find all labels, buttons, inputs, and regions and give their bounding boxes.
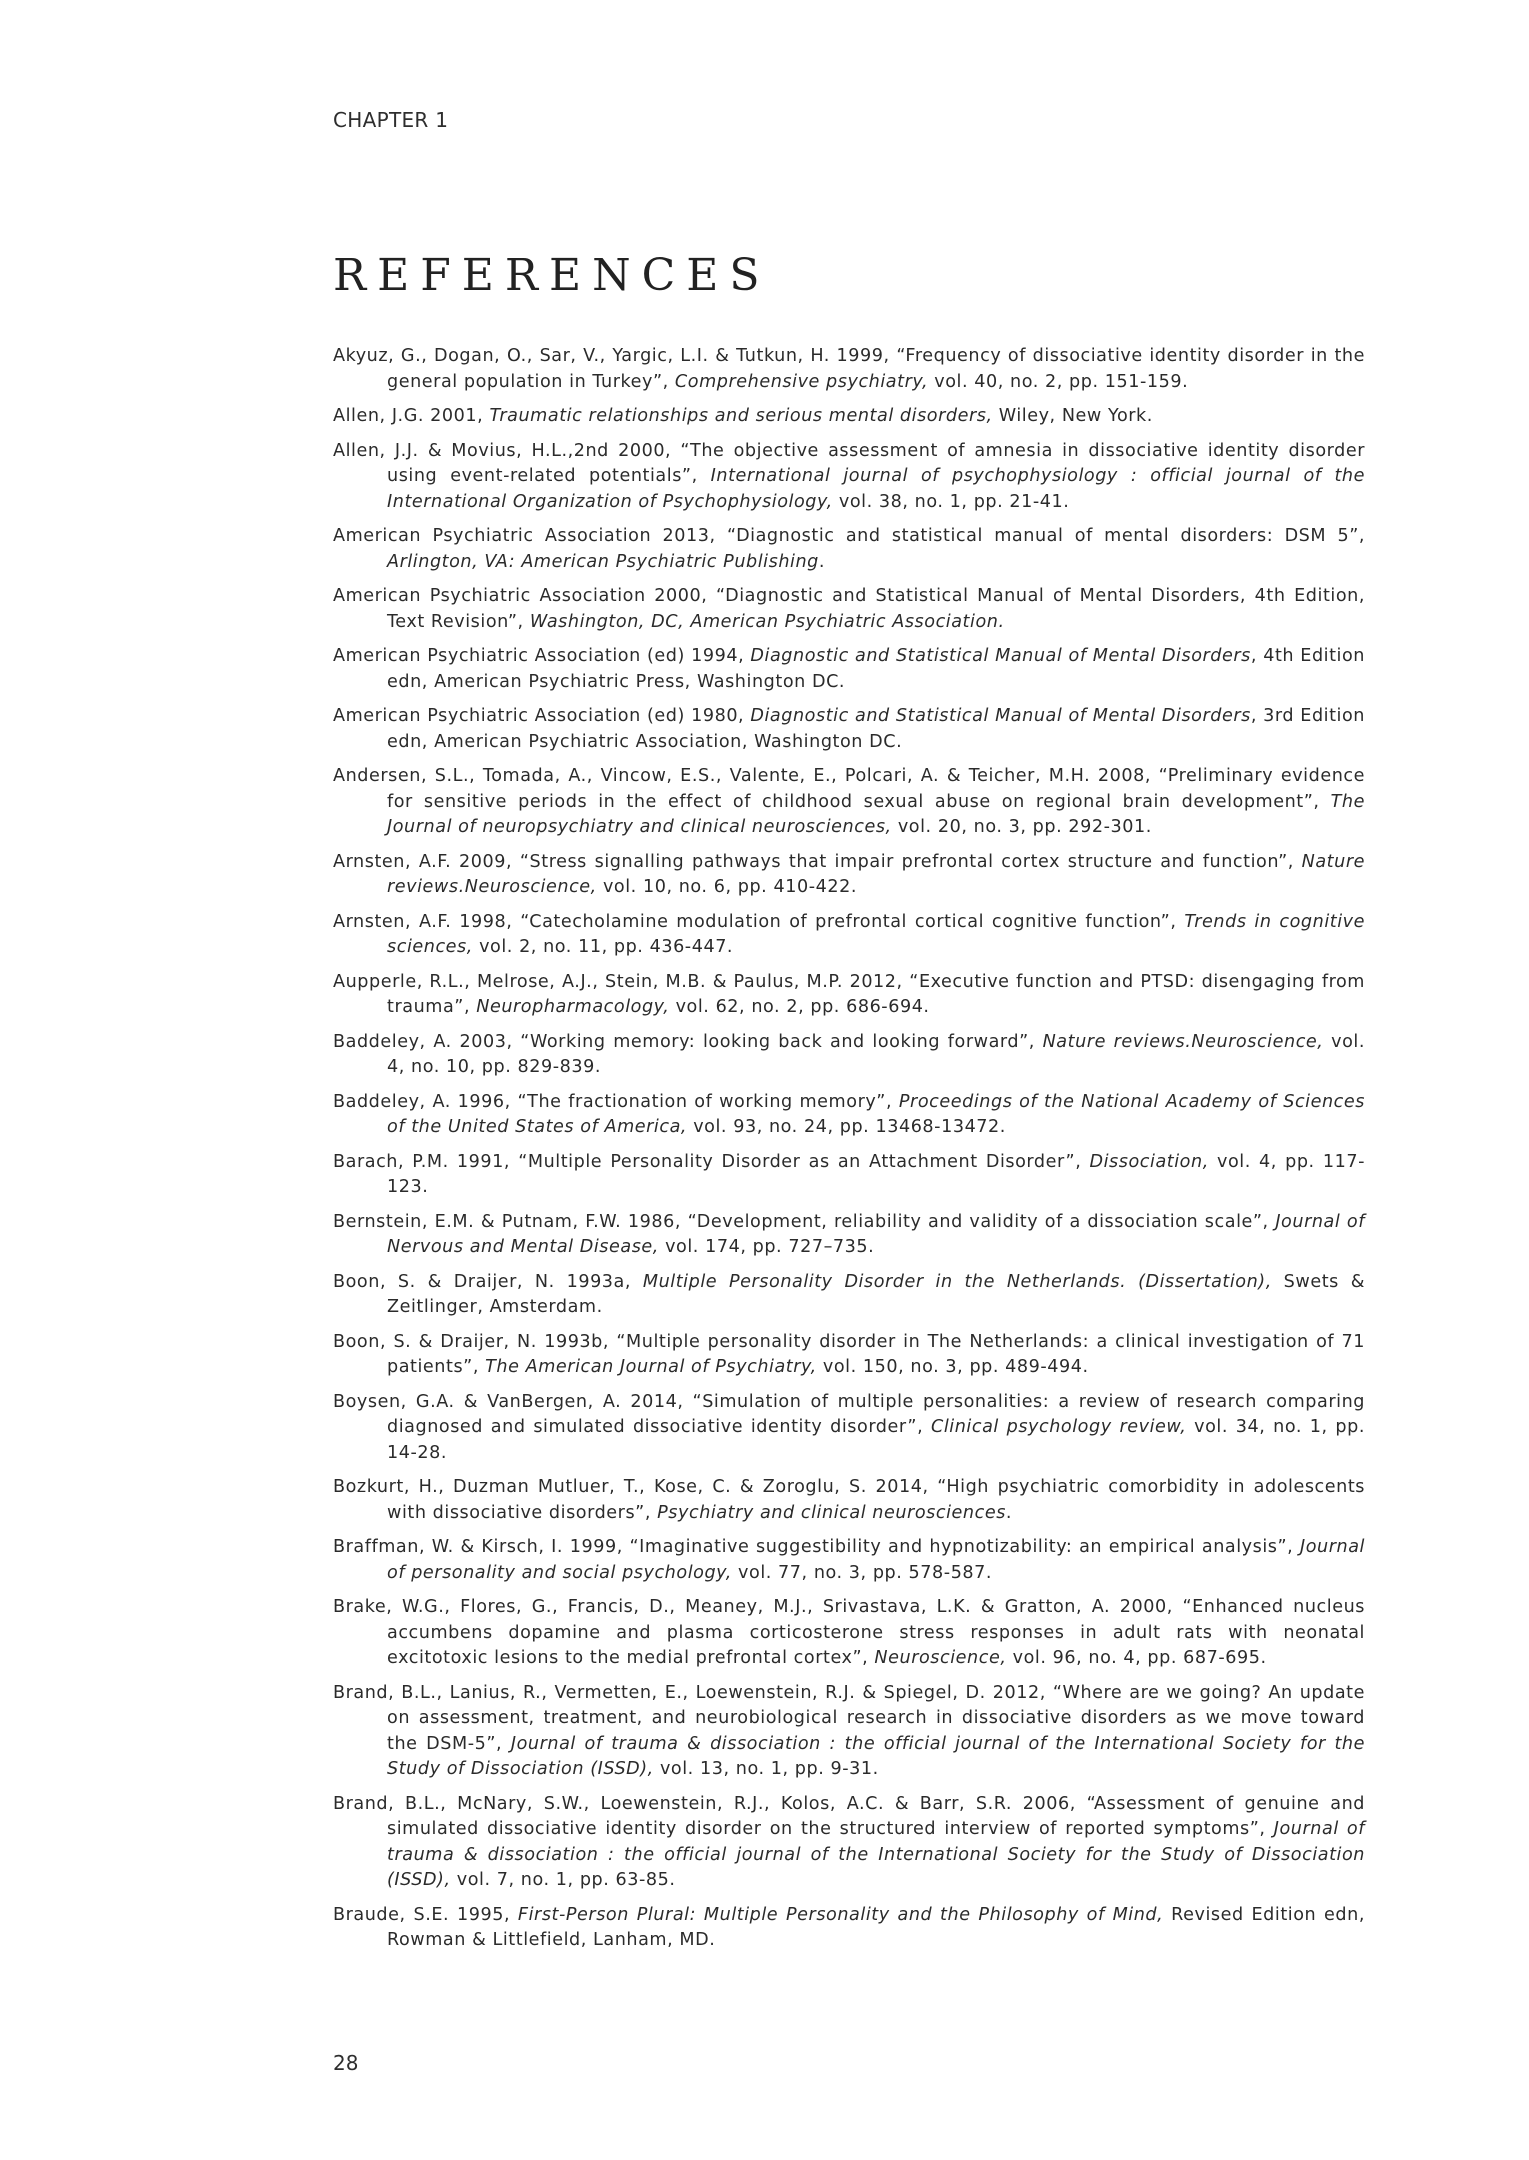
reference-andersen-2008: Andersen, S.L., Tomada, A., Vincow, E.S., Valente, E., Polcari, A. & Teicher, M.H. 2008, “Preliminary evidence for sensitive periods in the effect of childhood sexual abuse on regional brain development”, The Journal of neuropsychiatry and clinical neurosciences, vol. 20, no. 3, pp. 292-301. [333,766,1365,837]
reference-apa-1980: American Psychiatric Association (ed) 1980, Diagnostic and Statistical Manual of Mental Disorders, 3rd Edition edn, American Psychiatric Association, Washington DC. [333,706,1366,752]
reference-apa-1994: American Psychiatric Association (ed) 1994, Diagnostic and Statistical Manual of Mental Disorders, 4th Edition edn, American Psychiatric Press, Washington DC. [333,646,1366,692]
reference-akyuz-1999: Akyuz, G., Dogan, O., Sar, V., Yargic, L.I. & Tutkun, H. 1999, “Frequency of dissociative identity disorder in the general population in Turkey”, Comprehensive psychiatry, vol. 40, no. 2, pp. 151-159. [333,346,1365,392]
reference-arnsten-2009: Arnsten, A.F. 2009, “Stress signalling pathways that impair prefrontal cortex structure and function”, Nature reviews.Neuroscience, vol. 10, no. 6, pp. 410-422. [333,851,1365,897]
page-title: REFERENCES [333,250,771,301]
reference-brand-2012: Brand, B.L., Lanius, R., Vermetten, E., Loewenstein, R.J. & Spiegel, D. 2012, “Where are we going? An update on assessment, treatment, and neurobiological research in dissociative disorders as we move toward the DSM-5”, Journal of trauma & dissociation : the official journal of the International Society for the Study of Dissociation (ISSD), vol. 13, no. 1, pp. 9-31. [333,1682,1365,1779]
reference-bozkurt-2014: Bozkurt, H., Duzman Mutluer, T., Kose, C. & Zoroglu, S. 2014, “High psychiatric comorbidity in adolescents with dissociative disorders”, Psychiatry and clinical neurosciences. [333,1477,1365,1523]
page-number: 28 [333,2051,359,2075]
reference-brand-2006: Brand, B.L., McNary, S.W., Loewenstein, R.J., Kolos, A.C. & Barr, S.R. 2006, “Assessment of genuine and simulated dissociative identity disorder on the structured interview of reported symptoms”, Journal of trauma & dissociation : the official journal of the International Society for the Study of Dissociation (ISSD), vol. 7, no. 1, pp. 63-85. [333,1793,1365,1890]
reference-apa-2000: American Psychiatric Association 2000, “Diagnostic and Statistical Manual of Mental Disorders, 4th Edition, Text Revision”, Washington, DC, American Psychiatric Association. [333,586,1365,632]
reference-list [333,344,1365,1963]
reference-baddeley-1996: Baddeley, A. 1996, “The fractionation of working memory”, Proceedings of the National Academy of Sciences of the United States of America, vol. 93, no. 24, pp. 13468-13472. [333,1091,1365,1137]
reference-braude-1995: Braude, S.E. 1995, First-Person Plural: Multiple Personality and the Philosophy of Mind, Revised Edition edn, Rowman & Littlefield, Lanham, MD. [333,1904,1365,1950]
reference-barach-1991: Barach, P.M. 1991, “Multiple Personality Disorder as an Attachment Disorder”, Dissociation, vol. 4, pp. 117-123. [333,1151,1365,1197]
reference-bernstein-1986: Bernstein, E.M. & Putnam, F.W. 1986, “Development, reliability and validity of a dissociation scale”, Journal of Nervous and Mental Disease, vol. 174, pp. 727–735. [333,1211,1365,1257]
reference-arnsten-1998: Arnsten, A.F. 1998, “Catecholamine modulation of prefrontal cortical cognitive function”, Trends in cognitive sciences, vol. 2, no. 11, pp. 436-447. [333,911,1365,957]
reference-aupperle-2012: Aupperle, R.L., Melrose, A.J., Stein, M.B. & Paulus, M.P. 2012, “Executive function and PTSD: disengaging from trauma”, Neuropharmacology, vol. 62, no. 2, pp. 686-694. [333,971,1365,1017]
reference-boon-1993b: Boon, S. & Draijer, N. 1993b, “Multiple personality disorder in The Netherlands: a clinical investigation of 71 patients”, The American Journal of Psychiatry, vol. 150, no. 3, pp. 489-494. [333,1331,1365,1377]
reference-baddeley-2003: Baddeley, A. 2003, “Working memory: looking back and looking forward”, Nature reviews.Neuroscience, vol. 4, no. 10, pp. 829-839. [333,1031,1365,1077]
reference-boysen-2014: Boysen, G.A. & VanBergen, A. 2014, “Simulation of multiple personalities: a review of research comparing diagnosed and simulated dissociative identity disorder”, Clinical psychology review, vol. 34, no. 1, pp. 14-28. [333,1391,1365,1463]
reference-boon-1993a: Boon, S. & Draijer, N. 1993a, Multiple Personality Disorder in the Netherlands. (Dissertation), Swets & Zeitlinger, Amsterdam. [333,1271,1365,1317]
reference-allen-2000: Allen, J.J. & Movius, H.L.,2nd 2000, “The objective assessment of amnesia in dissociative identity disorder using event-related potentials”, International journal of psychophysiology : official journal of the International Organization of Psychophysiology, vol. 38, no. 1, pp. 21-41. [333,440,1365,512]
running-head: CHAPTER 1 [333,108,449,132]
reference-allen-2001: Allen, J.G. 2001, Traumatic relationships and serious mental disorders, Wiley, New York. [333,406,1153,426]
reference-apa-2013: American Psychiatric Association 2013, “Diagnostic and statistical manual of mental disorders: DSM 5”, Arlington, VA: American Psychiatric Publishing. [333,526,1365,572]
reference-braffman-1999: Braffman, W. & Kirsch, I. 1999, “Imaginative suggestibility and hypnotizability: an empirical analysis”, Journal of personality and social psychology, vol. 77, no. 3, pp. 578-587. [333,1537,1365,1583]
reference-brake-2000: Brake, W.G., Flores, G., Francis, D., Meaney, M.J., Srivastava, L.K. & Gratton, A. 2000, “Enhanced nucleus accumbens dopamine and plasma corticosterone stress responses in adult rats with neonatal excitotoxic lesions to the medial prefrontal cortex”, Neuroscience, vol. 96, no. 4, pp. 687-695. [333,1597,1365,1668]
